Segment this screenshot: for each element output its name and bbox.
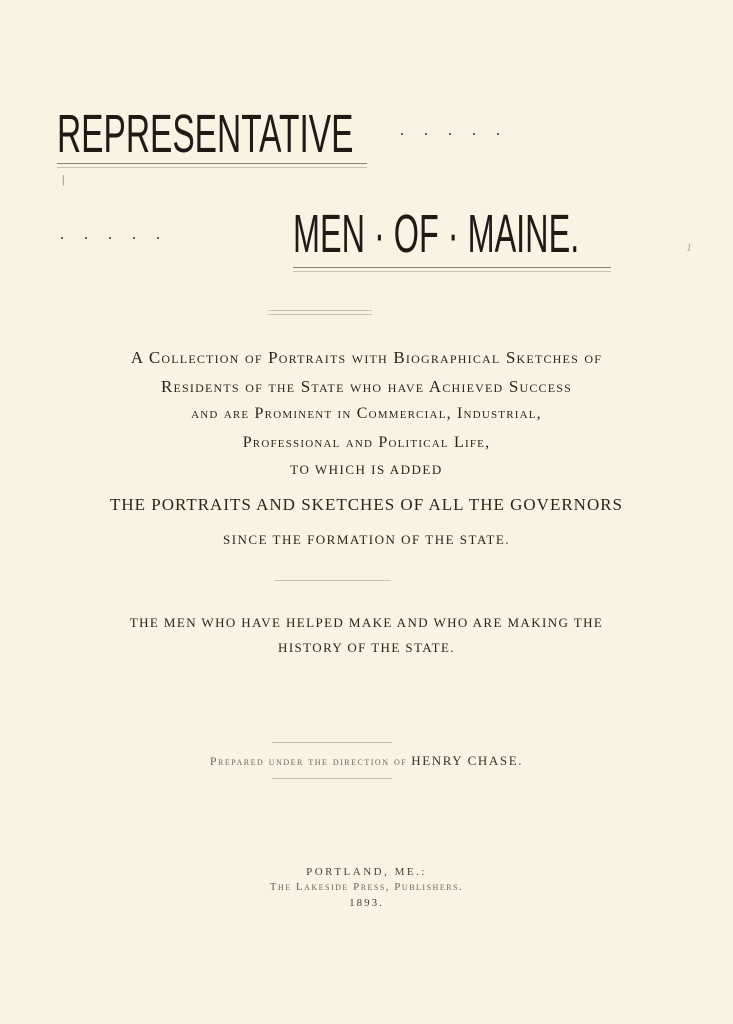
title-dots-left: . . . . . [60, 226, 160, 243]
prepared-line [0, 752, 733, 770]
motto-line-2: HISTORY OF THE STATE. [278, 640, 455, 655]
subtitle-line-4: Professional and Political Life, [242, 434, 491, 451]
subtitle-line-7: SINCE THE FORMATION OF THE STATE. [222, 532, 511, 547]
section-rule-3 [272, 778, 392, 779]
title-dots-right: . . . . . [400, 122, 500, 139]
subtitle-line-6: THE PORTRAITS AND SKETCHES OF ALL THE GOVERNORS [109, 495, 624, 514]
title-line-1: REPRESENTATIVE [57, 104, 354, 164]
title-line-1-rule-lower [57, 167, 367, 168]
margin-mark-right: 1 [686, 240, 692, 254]
prepared-name: HENRY CHASE. [411, 753, 524, 768]
subtitle-line-1: A Collection of Portraits with Biographical Sketches of [130, 348, 603, 367]
title-line-1-rule [57, 163, 367, 164]
motto-line-1: THE MEN WHO HAVE HELPED MAKE AND WHO ARE MAKING THE [129, 615, 604, 630]
prepared-prefix: Prepared under the direction of [209, 754, 408, 768]
imprint-year: 1893. [349, 897, 384, 909]
ornament-rule-2 [268, 314, 372, 315]
title-line-2-rule-lower [293, 271, 611, 272]
subtitle-line-3: and are Prominent in Commercial, Industrial, [191, 405, 542, 422]
imprint-city: PORTLAND, ME.: [306, 866, 427, 878]
subtitle-line-5: TO WHICH IS ADDED [290, 462, 443, 477]
ornament-rule-1 [268, 310, 372, 311]
subtitle-line-2: Residents of the State who have Achieved Success [160, 377, 573, 396]
section-rule-1 [275, 580, 391, 581]
title-line-2-rule [293, 267, 611, 268]
margin-mark-left: | [62, 172, 65, 186]
section-rule-2 [272, 742, 392, 743]
imprint-publisher: The Lakeside Press, Publishers. [269, 881, 464, 893]
title-line-2: MEN · OF · MAINE. [293, 204, 580, 264]
